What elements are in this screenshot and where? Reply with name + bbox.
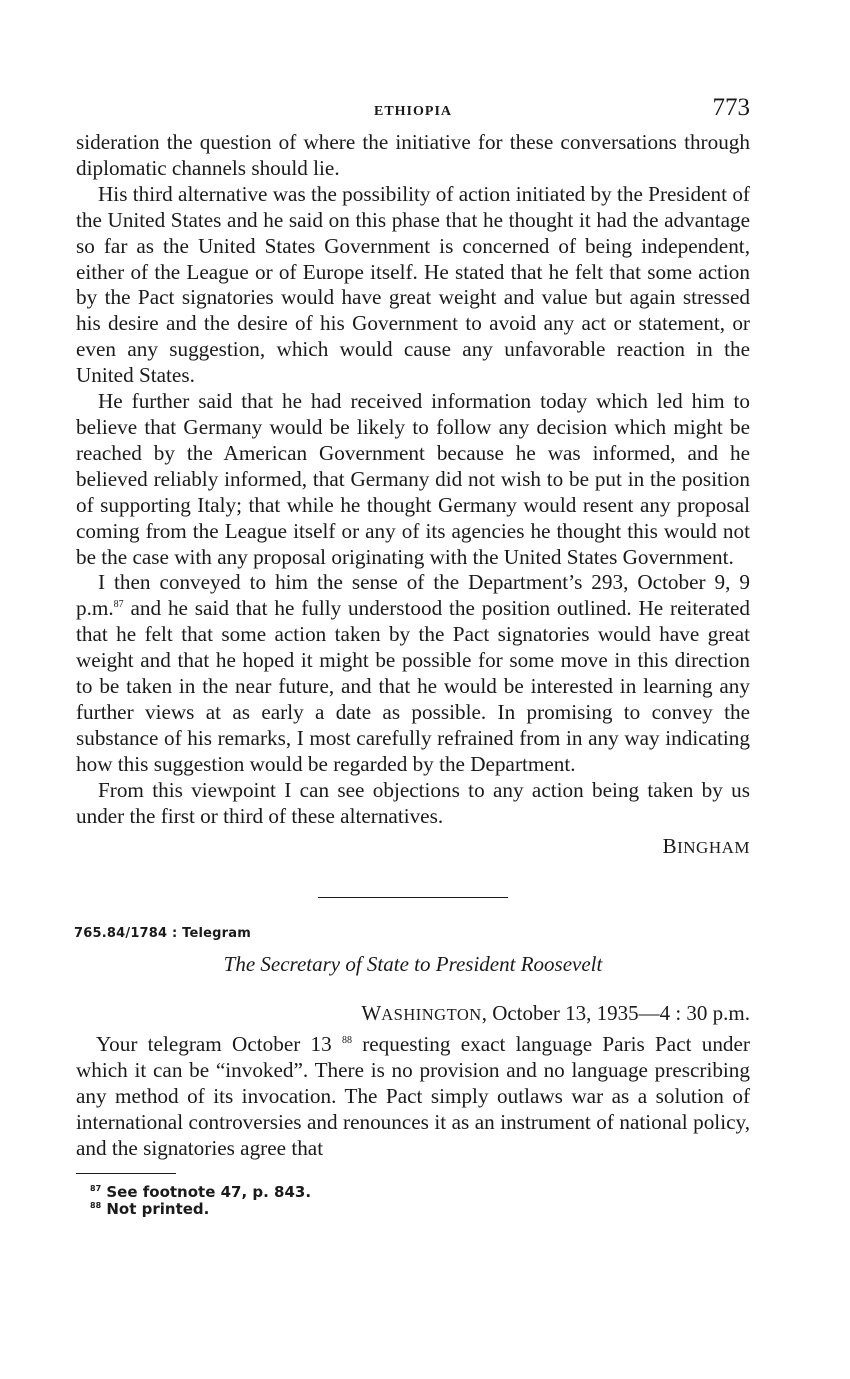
section-divider: [318, 897, 508, 898]
telegram-paragraph: [76, 1031, 750, 1161]
dateline-city: ASHINGTON: [381, 1005, 482, 1025]
signature-initial: B: [662, 834, 678, 859]
footnote-text: See footnote 47, p. 843.: [101, 1183, 312, 1202]
document-page: [76, 94, 750, 1218]
paragraph-department-293: [76, 570, 750, 777]
dateline: [76, 1001, 750, 1026]
paragraph-continuation: sideration the question of where the initiative for these conversations through diplomatic channels should lie.: [76, 130, 750, 180]
signature-rest: INGHAM: [677, 838, 750, 858]
footnotes: [76, 1184, 750, 1218]
page-number: 773: [712, 94, 750, 121]
dateline-date: , October 13, 1935—4 : 30 p.m.: [481, 1001, 750, 1026]
footnote-divider: [76, 1173, 176, 1174]
paragraph-text: Your telegram October 13: [96, 1032, 342, 1057]
paragraph-viewpoint: From this viewpoint I can see objections to any action being taken by us under the first or third of these alternatives.: [76, 777, 750, 828]
paragraph-germany: He further said that he had received information today which led him to believe that Germany would be likely to follow any decision which might be reached by the American Government because he was informed, and he believed reliably informed, that Germany did not wish to be put in the position of supporting Italy; that while he thought Germany would resent any proposal coming from the League itself or any of its agencies he thought this would not be the case with any proposal originating with the United States Government.: [76, 389, 750, 569]
letter-body: [76, 130, 750, 829]
paragraph-text: I then conveyed to him the sense of the Department’s 293, October 9, 9 p.m.: [76, 570, 750, 621]
footnote-87: [90, 1184, 750, 1201]
paragraph-text: requesting exact language Paris Pact under which it can be “invoked”. There is no provision and no language prescribing any method of its invocation. The Pact simply outlaws war as a solution of international controversies and renounces it as an instrument of national policy, and the signatories agree that: [76, 1032, 750, 1161]
paragraph-text: and he said that he fully understood the position outlined. He reiterated that he felt that some action taken by the Pact signatories would have great weight and that he hoped it might be possible for some move in this direction to be taken in the near future, and that he would be interested in learning any further views at as early a date as possible. In promising to convey the substance of his remarks, I most carefully refrained from in any way indicating how this suggestion would be regarded by the Department.: [76, 596, 750, 776]
dateline-city-initial: W: [361, 1001, 382, 1026]
footnote-mark: 88: [90, 1201, 102, 1211]
signature: [76, 834, 750, 859]
paragraph-third-alternative: His third alternative was the possibility of action initiated by the President of the United States and he said on this phase that he thought it had the advantage so far as the United States Government is concerned of being independent, either of the League or of Europe itself. He stated that he felt that some action by the Pact signatories would have great weight and value but again stressed his desire and the desire of his Government to avoid any act or statement, or even any suggestion, which would cause any unfavorable reaction in the United States.: [76, 181, 750, 388]
running-head: [76, 94, 750, 130]
footnote-mark: 87: [90, 1184, 102, 1194]
running-title: ETHIOPIA: [373, 104, 452, 119]
footnote-reference-88: 88: [341, 1035, 352, 1047]
footnote-88: [90, 1201, 750, 1218]
document-title: The Secretary of State to President Roosevelt: [223, 952, 603, 977]
file-reference: 765.84/1784 : Telegram: [74, 926, 252, 942]
footnote-reference-87: 87: [113, 599, 124, 611]
telegram-body: [76, 1031, 750, 1161]
footnote-text: Not printed.: [101, 1200, 210, 1219]
